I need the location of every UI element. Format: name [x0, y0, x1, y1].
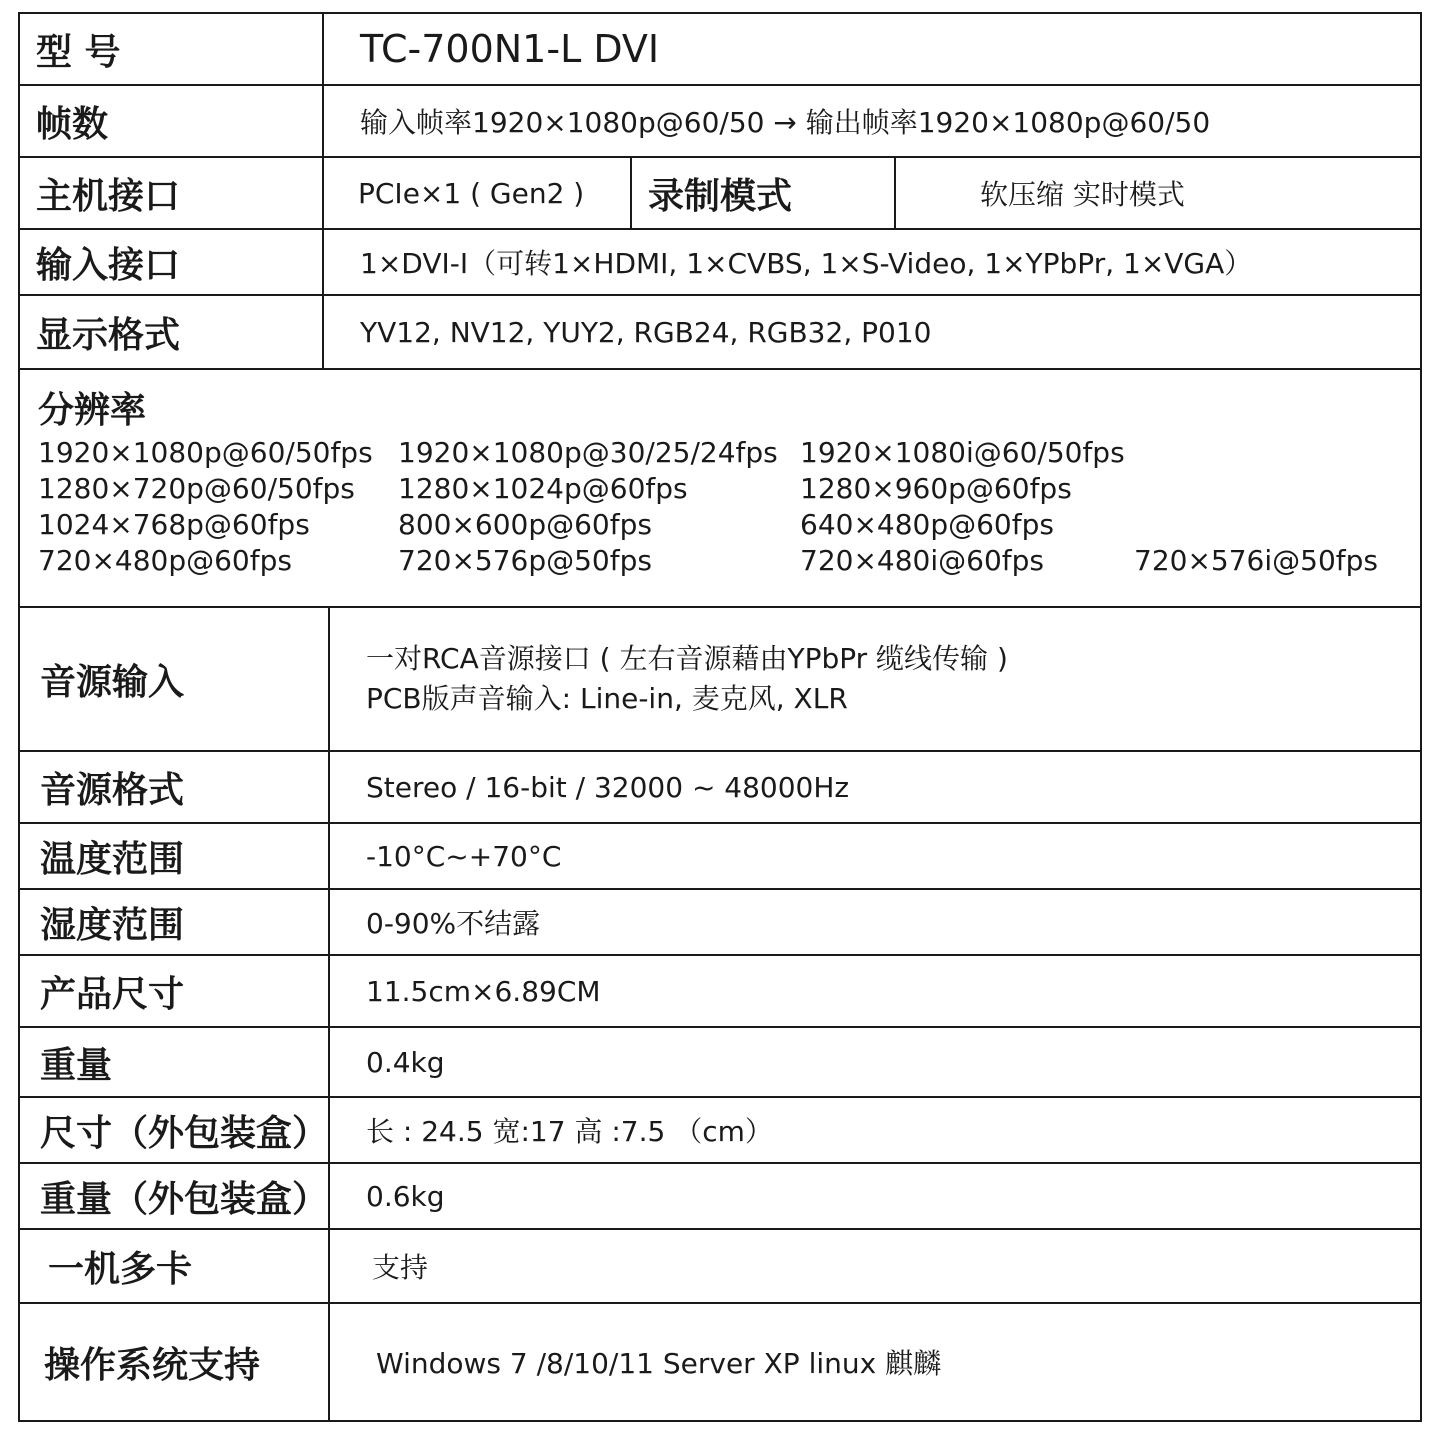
row-temperature: [20, 824, 1420, 890]
row-display-format: [20, 296, 1420, 370]
resolution-item: 1280×960p@60fps: [800, 472, 1072, 505]
host-interface-label: 主机接口: [20, 158, 324, 228]
product-size-label: 产品尺寸: [20, 956, 330, 1026]
row-box-size: [20, 1098, 1420, 1164]
resolution-item: 1920×1080p@30/25/24fps: [398, 436, 778, 469]
resolution-item: 1280×720p@60/50fps: [38, 472, 355, 505]
resolution-item: 640×480p@60fps: [800, 508, 1054, 541]
humidity-label: 湿度范围: [20, 890, 330, 954]
resolution-item: 1280×1024p@60fps: [398, 472, 688, 505]
audio-format-value: Stereo / 16-bit / 32000 ~ 48000Hz: [366, 770, 850, 804]
model-value: TC-700N1-L DVI: [360, 27, 660, 71]
row-humidity: [20, 890, 1420, 956]
audio-input-line: 一对RCA音源接口 ( 左右音源藉由YPbPr 缆线传输 ): [366, 642, 1008, 675]
audio-format-label: 音源格式: [20, 752, 330, 822]
resolution-line: [38, 544, 1420, 580]
resolution-item: 720×480p@60fps: [38, 544, 292, 577]
model-label: 型 号: [20, 14, 324, 84]
audio-input-line: PCB版声音输入: Line-in, 麦克风, XLR: [366, 682, 848, 715]
row-weight: [20, 1028, 1420, 1098]
display-format-value: YV12, NV12, YUY2, RGB24, RGB32, P010: [360, 315, 932, 349]
row-fps: [20, 86, 1420, 158]
resolution-item: 1920×1080p@60/50fps: [38, 436, 373, 469]
resolution-line: [38, 508, 1420, 544]
box-weight-label: 重量（外包装盒）: [20, 1164, 330, 1228]
audio-input-label: 音源输入: [20, 608, 330, 750]
display-format-label: 显示格式: [20, 296, 324, 368]
resolution-line: [38, 472, 1420, 508]
row-box-weight: [20, 1164, 1420, 1230]
audio-input-value: [330, 608, 1420, 750]
spec-table: [18, 12, 1422, 1422]
box-size-label: 尺寸（外包装盒）: [20, 1098, 330, 1162]
resolution-item: 720×576i@50fps: [1134, 544, 1378, 577]
product-size-value: 11.5cm×6.89CM: [366, 974, 601, 1008]
record-mode-value: 软压缩 实时模式: [980, 178, 1185, 211]
resolution-item: 800×600p@60fps: [398, 508, 652, 541]
row-audio-format: [20, 752, 1420, 824]
resolution-line: [38, 436, 1420, 472]
resolution-list: [38, 436, 1420, 580]
weight-label: 重量: [20, 1028, 330, 1096]
weight-value: 0.4kg: [366, 1045, 445, 1079]
record-mode-label: 录制模式: [632, 158, 896, 228]
fps-label: 帧数: [20, 86, 324, 156]
row-product-size: [20, 956, 1420, 1028]
box-size-value: 长 : 24.5 宽:17 高 :7.5 （cm）: [366, 1115, 773, 1148]
os-support-value: Windows 7 /8/10/11 Server XP linux 麒麟: [376, 1347, 942, 1380]
row-input-interface: [20, 230, 1420, 296]
row-resolution: [20, 370, 1420, 608]
row-multi-card: [20, 1230, 1420, 1304]
resolution-item: 720×576p@50fps: [398, 544, 652, 577]
temperature-value: -10°C~+70°C: [366, 839, 562, 873]
row-audio-input: [20, 608, 1420, 752]
humidity-value: 0-90%不结露: [366, 907, 541, 940]
input-interface-label: 输入接口: [20, 230, 324, 294]
host-interface-value: PCIe×1 ( Gen2 ): [324, 158, 632, 228]
box-weight-value: 0.6kg: [366, 1179, 445, 1213]
fps-value: 输入帧率1920×1080p@60/50 → 输出帧率1920×1080p@60/50: [360, 106, 1211, 139]
resolution-item: 1024×768p@60fps: [38, 508, 310, 541]
input-interface-value: 1×DVI-I（可转1×HDMI, 1×CVBS, 1×S-Video, 1×YPbPr, 1×VGA）: [360, 247, 1253, 280]
row-host-interface: [20, 158, 1420, 230]
row-os-support: [20, 1304, 1420, 1420]
row-model: [20, 14, 1420, 86]
resolution-item: 720×480i@60fps: [800, 544, 1044, 577]
os-support-label: 操作系统支持: [20, 1304, 330, 1420]
multi-card-label: 一机多卡: [20, 1230, 330, 1302]
resolution-item: 1920×1080i@60/50fps: [800, 436, 1125, 469]
multi-card-value: 支持: [372, 1251, 429, 1284]
temperature-label: 温度范围: [20, 824, 330, 888]
resolution-label: 分辨率: [38, 390, 147, 431]
